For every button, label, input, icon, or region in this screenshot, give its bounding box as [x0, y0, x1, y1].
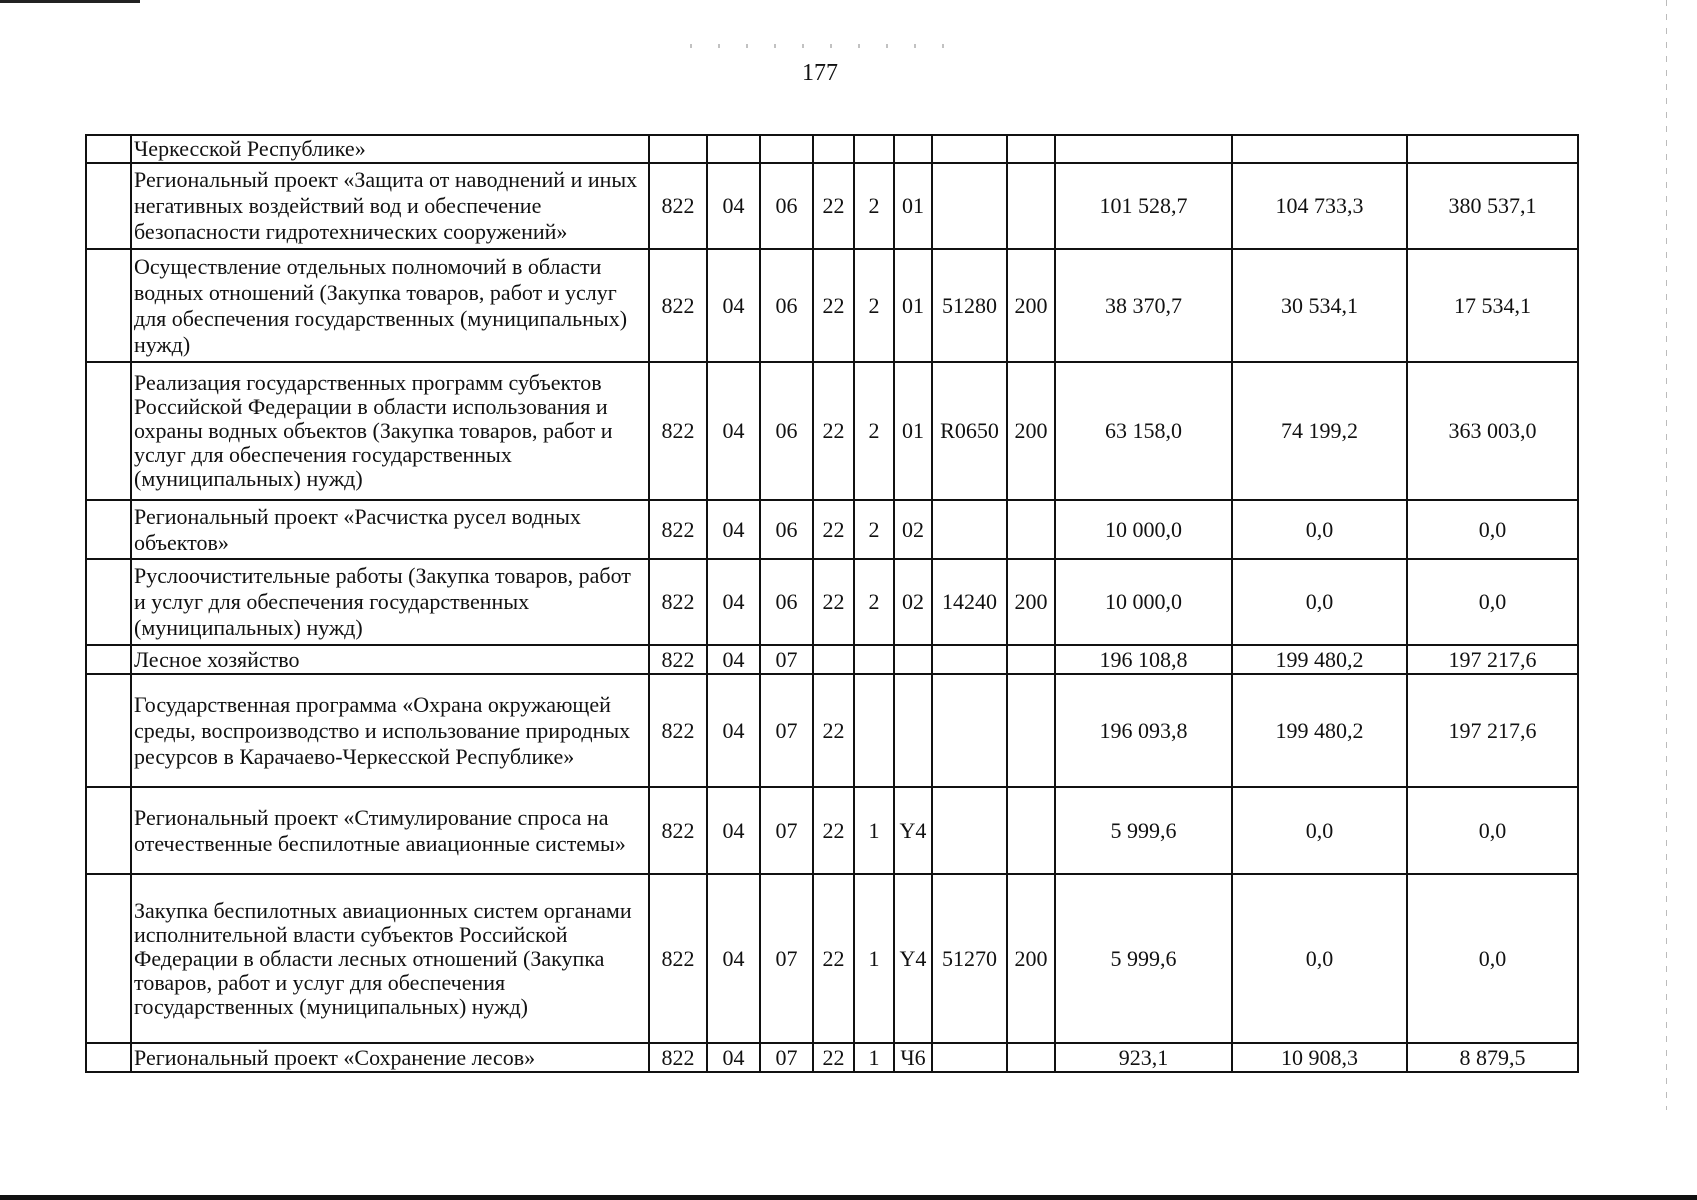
row-number-cell: [86, 163, 131, 249]
row-direction-code: [932, 135, 1007, 163]
row-expense-type-code: [1007, 674, 1055, 787]
row-section-code: 04: [707, 362, 760, 500]
row-direction-code: [932, 645, 1007, 674]
row-amount-year-1: 5 999,6: [1055, 787, 1232, 874]
row-amount-year-2: 0,0: [1232, 559, 1407, 645]
table-row: [86, 249, 1578, 362]
row-subsection-code: 06: [760, 249, 813, 362]
row-number-cell: [86, 135, 131, 163]
row-project-code: [894, 674, 932, 787]
row-amount-year-2: 0,0: [1232, 874, 1407, 1043]
row-number-cell: [86, 674, 131, 787]
row-amount-year-3: 8 879,5: [1407, 1043, 1578, 1072]
row-program-code: 22: [813, 163, 854, 249]
row-subprogram-code: 2: [854, 163, 894, 249]
row-amount-year-1: 196 108,8: [1055, 645, 1232, 674]
row-program-code: 22: [813, 674, 854, 787]
row-subsection-code: 06: [760, 362, 813, 500]
row-subsection-code: 07: [760, 874, 813, 1043]
row-direction-code: [932, 500, 1007, 559]
row-subprogram-code: 2: [854, 249, 894, 362]
row-subprogram-code: 1: [854, 1043, 894, 1072]
row-subsection-code: 07: [760, 645, 813, 674]
row-project-code: 01: [894, 362, 932, 500]
row-subprogram-code: [854, 645, 894, 674]
row-amount-year-2: 199 480,2: [1232, 645, 1407, 674]
row-amount-year-1: 923,1: [1055, 1043, 1232, 1072]
row-section-code: 04: [707, 1043, 760, 1072]
row-amount-year-3: 380 537,1: [1407, 163, 1578, 249]
row-program-code: 22: [813, 500, 854, 559]
row-name: Осуществление отдельных полномочий в области водных отношений (Закупка товаров, работ и услуг для обеспечения государственных (муниципальных) нужд): [131, 249, 649, 362]
row-expense-type-code: [1007, 163, 1055, 249]
row-admin-code: 822: [649, 559, 707, 645]
row-project-code: 01: [894, 163, 932, 249]
row-name: Региональный проект «Стимулирование спроса на отечественные беспилотные авиационные системы»: [131, 787, 649, 874]
row-section-code: 04: [707, 500, 760, 559]
row-subsection-code: 06: [760, 500, 813, 559]
row-expense-type-code: 200: [1007, 559, 1055, 645]
row-direction-code: 51280: [932, 249, 1007, 362]
row-amount-year-2: 10 908,3: [1232, 1043, 1407, 1072]
row-amount-year-3: 363 003,0: [1407, 362, 1578, 500]
row-name: Черкесской Республике»: [131, 135, 649, 163]
row-expense-type-code: [1007, 787, 1055, 874]
row-subprogram-code: 2: [854, 500, 894, 559]
row-amount-year-2: [1232, 135, 1407, 163]
table-row: [86, 362, 1578, 500]
row-admin-code: 822: [649, 874, 707, 1043]
row-admin-code: 822: [649, 362, 707, 500]
budget-table: [85, 134, 1579, 1073]
row-amount-year-1: 196 093,8: [1055, 674, 1232, 787]
scan-artifact-bottom: [0, 1195, 1697, 1200]
row-direction-code: [932, 1043, 1007, 1072]
row-section-code: 04: [707, 559, 760, 645]
row-amount-year-3: 0,0: [1407, 874, 1578, 1043]
row-amount-year-2: 0,0: [1232, 500, 1407, 559]
row-direction-code: 14240: [932, 559, 1007, 645]
row-expense-type-code: [1007, 1043, 1055, 1072]
row-program-code: [813, 645, 854, 674]
row-direction-code: 51270: [932, 874, 1007, 1043]
row-expense-type-code: 200: [1007, 874, 1055, 1043]
row-name: Государственная программа «Охрана окружающей среды, воспроизводство и использование природных ресурсов в Карачаево-Черкесской Республике»: [131, 674, 649, 787]
row-section-code: [707, 135, 760, 163]
table-row: [86, 787, 1578, 874]
row-name: Реализация государственных программ субъектов Российской Федерации в области использования и охраны водных объектов (Закупка товаров, работ и услуг для обеспечения государственных (муниципальных) нужд): [131, 362, 649, 500]
row-amount-year-2: 199 480,2: [1232, 674, 1407, 787]
row-subprogram-code: 2: [854, 559, 894, 645]
row-expense-type-code: 200: [1007, 249, 1055, 362]
row-amount-year-2: 30 534,1: [1232, 249, 1407, 362]
row-number-cell: [86, 645, 131, 674]
row-amount-year-2: 0,0: [1232, 787, 1407, 874]
row-amount-year-3: 197 217,6: [1407, 674, 1578, 787]
row-program-code: 22: [813, 362, 854, 500]
row-amount-year-3: [1407, 135, 1578, 163]
row-number-cell: [86, 559, 131, 645]
row-subsection-code: 06: [760, 163, 813, 249]
row-expense-type-code: [1007, 135, 1055, 163]
row-project-code: Y4: [894, 874, 932, 1043]
row-section-code: 04: [707, 163, 760, 249]
row-project-code: 01: [894, 249, 932, 362]
row-project-code: Ч6: [894, 1043, 932, 1072]
table-row: [86, 1043, 1578, 1072]
row-subprogram-code: 2: [854, 362, 894, 500]
row-section-code: 04: [707, 249, 760, 362]
row-direction-code: R0650: [932, 362, 1007, 500]
table-row: [86, 874, 1578, 1043]
row-number-cell: [86, 787, 131, 874]
table-row: [86, 559, 1578, 645]
row-subsection-code: [760, 135, 813, 163]
row-project-code: Y4: [894, 787, 932, 874]
row-direction-code: [932, 163, 1007, 249]
row-expense-type-code: 200: [1007, 362, 1055, 500]
row-subsection-code: 07: [760, 787, 813, 874]
table-row: [86, 135, 1578, 163]
row-amount-year-1: 101 528,7: [1055, 163, 1232, 249]
row-amount-year-3: 0,0: [1407, 500, 1578, 559]
row-project-code: [894, 135, 932, 163]
row-number-cell: [86, 249, 131, 362]
table-row: [86, 645, 1578, 674]
table-body: [86, 135, 1578, 1072]
row-amount-year-3: 17 534,1: [1407, 249, 1578, 362]
row-amount-year-1: 5 999,6: [1055, 874, 1232, 1043]
row-number-cell: [86, 362, 131, 500]
row-section-code: 04: [707, 874, 760, 1043]
row-name: Региональный проект «Защита от наводнений и иных негативных воздействий вод и обеспечение безопасности гидротехнических сооружений»: [131, 163, 649, 249]
scan-artifact-right-edge: [1666, 0, 1667, 1110]
row-amount-year-1: 38 370,7: [1055, 249, 1232, 362]
row-admin-code: 822: [649, 1043, 707, 1072]
row-subprogram-code: [854, 674, 894, 787]
row-admin-code: 822: [649, 674, 707, 787]
row-name: Закупка беспилотных авиационных систем органами исполнительной власти субъектов Российской Федерации в области лесных отношений (Закупка товаров, работ и услуг для обеспечения государственных (муниципальных) нужд): [131, 874, 649, 1043]
scan-artifact-top: [0, 0, 140, 3]
row-subsection-code: 06: [760, 559, 813, 645]
row-number-cell: [86, 874, 131, 1043]
table-row: [86, 500, 1578, 559]
row-program-code: 22: [813, 249, 854, 362]
row-amount-year-3: 0,0: [1407, 559, 1578, 645]
row-project-code: [894, 645, 932, 674]
row-number-cell: [86, 1043, 131, 1072]
row-admin-code: 822: [649, 163, 707, 249]
row-name: Руслоочистительные работы (Закупка товаров, работ и услуг для обеспечения государственных (муниципальных) нужд): [131, 559, 649, 645]
row-section-code: 04: [707, 674, 760, 787]
table-row: [86, 163, 1578, 249]
row-subsection-code: 07: [760, 674, 813, 787]
row-admin-code: [649, 135, 707, 163]
row-amount-year-1: 63 158,0: [1055, 362, 1232, 500]
row-amount-year-3: 197 217,6: [1407, 645, 1578, 674]
row-direction-code: [932, 787, 1007, 874]
row-number-cell: [86, 500, 131, 559]
row-subprogram-code: 1: [854, 874, 894, 1043]
row-subprogram-code: [854, 135, 894, 163]
table-row: [86, 674, 1578, 787]
row-direction-code: [932, 674, 1007, 787]
row-admin-code: 822: [649, 645, 707, 674]
row-amount-year-1: 10 000,0: [1055, 500, 1232, 559]
row-program-code: 22: [813, 787, 854, 874]
row-name: Региональный проект «Расчистка русел водных объектов»: [131, 500, 649, 559]
row-program-code: 22: [813, 874, 854, 1043]
row-subsection-code: 07: [760, 1043, 813, 1072]
row-expense-type-code: [1007, 645, 1055, 674]
page-number: 177: [802, 60, 838, 86]
row-name: Региональный проект «Сохранение лесов»: [131, 1043, 649, 1072]
row-amount-year-1: [1055, 135, 1232, 163]
row-section-code: 04: [707, 645, 760, 674]
row-amount-year-3: 0,0: [1407, 787, 1578, 874]
row-name: Лесное хозяйство: [131, 645, 649, 674]
row-expense-type-code: [1007, 500, 1055, 559]
row-program-code: [813, 135, 854, 163]
row-project-code: 02: [894, 500, 932, 559]
row-amount-year-2: 104 733,3: [1232, 163, 1407, 249]
row-section-code: 04: [707, 787, 760, 874]
row-program-code: 22: [813, 559, 854, 645]
row-program-code: 22: [813, 1043, 854, 1072]
row-amount-year-1: 10 000,0: [1055, 559, 1232, 645]
row-admin-code: 822: [649, 249, 707, 362]
row-subprogram-code: 1: [854, 787, 894, 874]
row-admin-code: 822: [649, 500, 707, 559]
scan-artifact-dots: [690, 44, 950, 48]
row-amount-year-2: 74 199,2: [1232, 362, 1407, 500]
row-admin-code: 822: [649, 787, 707, 874]
row-project-code: 02: [894, 559, 932, 645]
